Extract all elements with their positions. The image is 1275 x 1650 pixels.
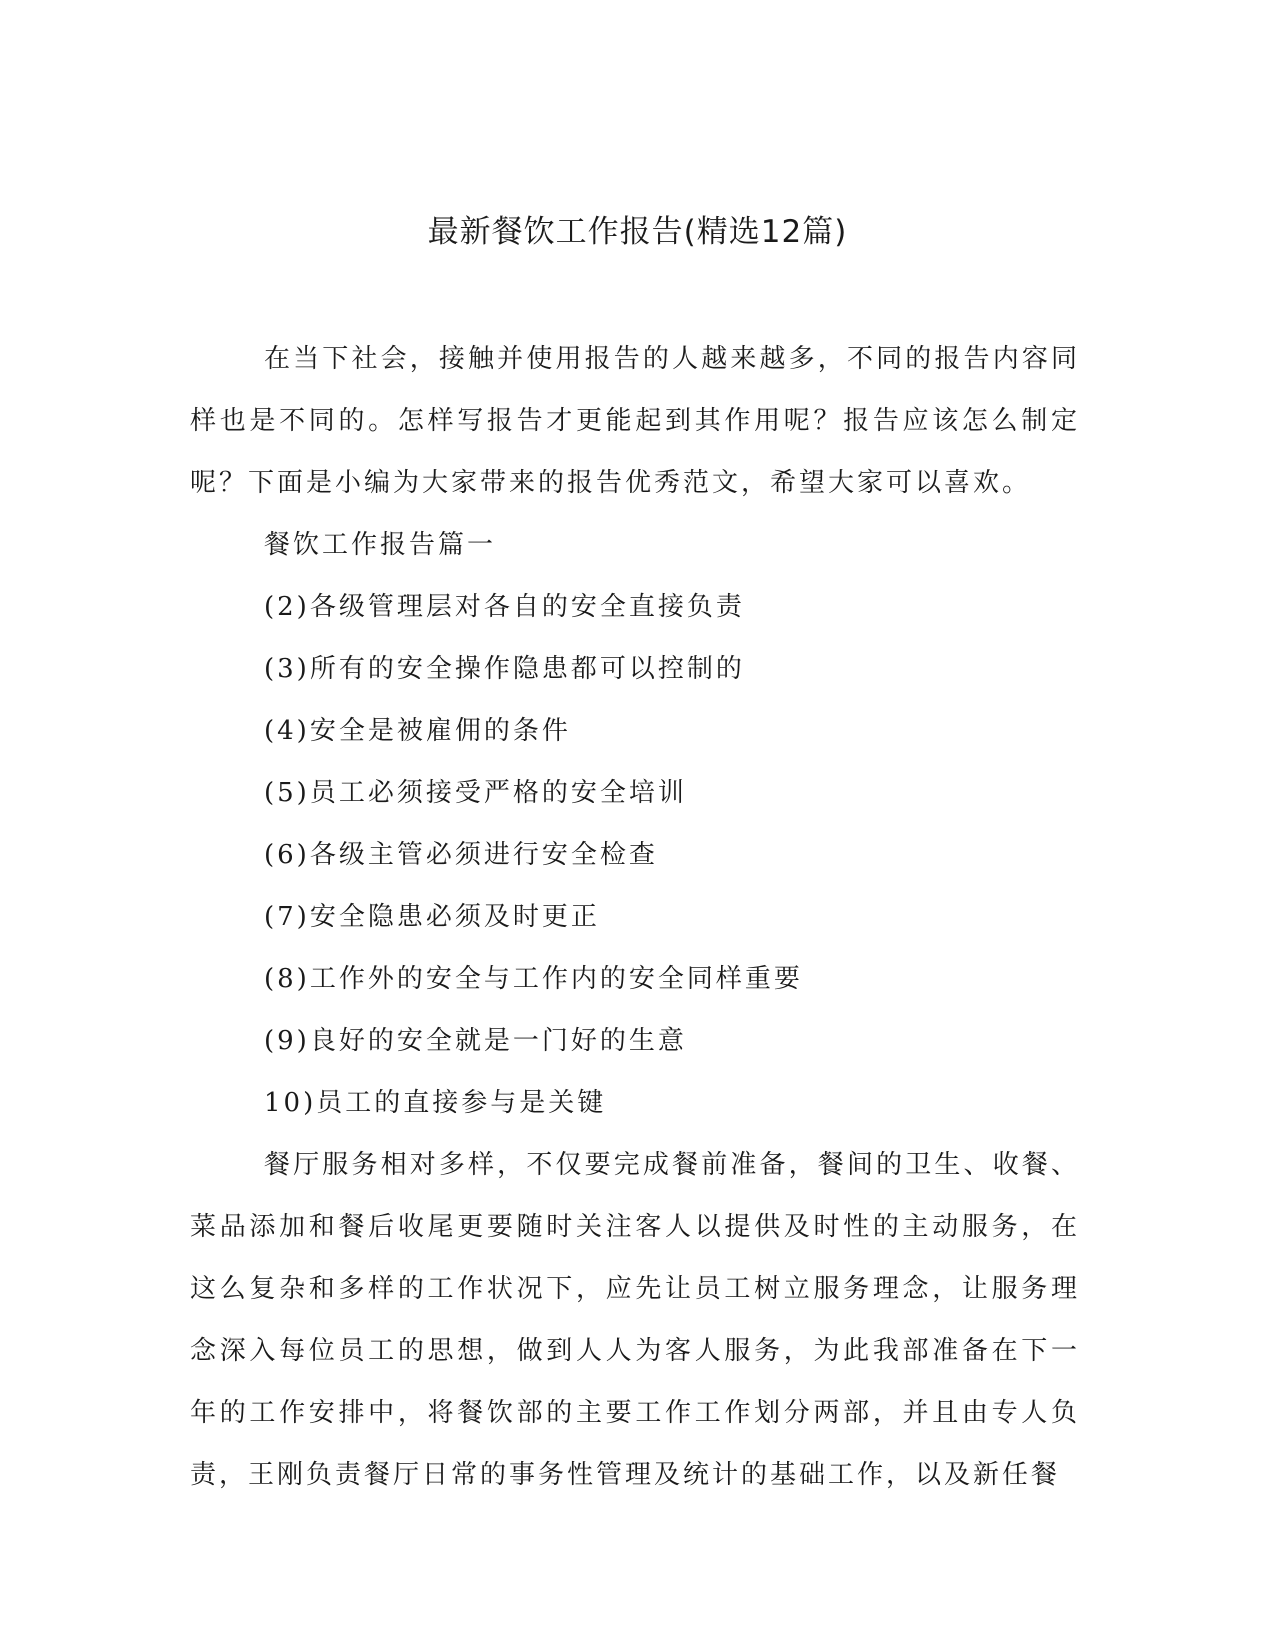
list-item: (3)所有的安全操作隐患都可以控制的 [264,654,745,684]
list-item: (7)安全隐患必须及时更正 [264,902,600,932]
list-item: (8)工作外的安全与工作内的安全同样重要 [264,964,803,994]
body-paragraph: 餐厅服务相对多样，不仅要完成餐前准备，餐间的卫生、收餐、菜品添加和餐后收尾更要随时关注客人以提供及时性的主动服务，在这么复杂和多样的工作状况下，应先让员工树立服务理念，让服务理念深入每位员工的思想，做到人人为客人服务，为此我部准备在下一年的工作安排中，将餐饮部的主要工作工作划分两部，并且由专人负责，王刚负责餐厅日常的事务性管理及统计的基础工作，以及新任餐 [190,1150,1080,1490]
list-item: (5)员工必须接受严格的安全培训 [264,778,687,808]
section-heading: 餐饮工作报告篇一 [264,530,497,560]
list-item: (2)各级管理层对各自的安全直接负责 [264,592,745,622]
intro-paragraph: 在当下社会，接触并使用报告的人越来越多，不同的报告内容同样也是不同的。怎样写报告才更能起到其作用呢？报告应该怎么制定呢？下面是小编为大家带来的报告优秀范文，希望大家可以喜欢。 [190,344,1080,498]
list-item: (9)良好的安全就是一门好的生意 [264,1026,687,1056]
document-body [190,328,1080,1506]
document-title: 最新餐饮工作报告(精选12篇) [427,214,848,250]
list-item: (6)各级主管必须进行安全检查 [264,840,658,870]
list-item: 10)员工的直接参与是关键 [264,1088,607,1118]
list-item: (4)安全是被雇佣的条件 [264,716,571,746]
